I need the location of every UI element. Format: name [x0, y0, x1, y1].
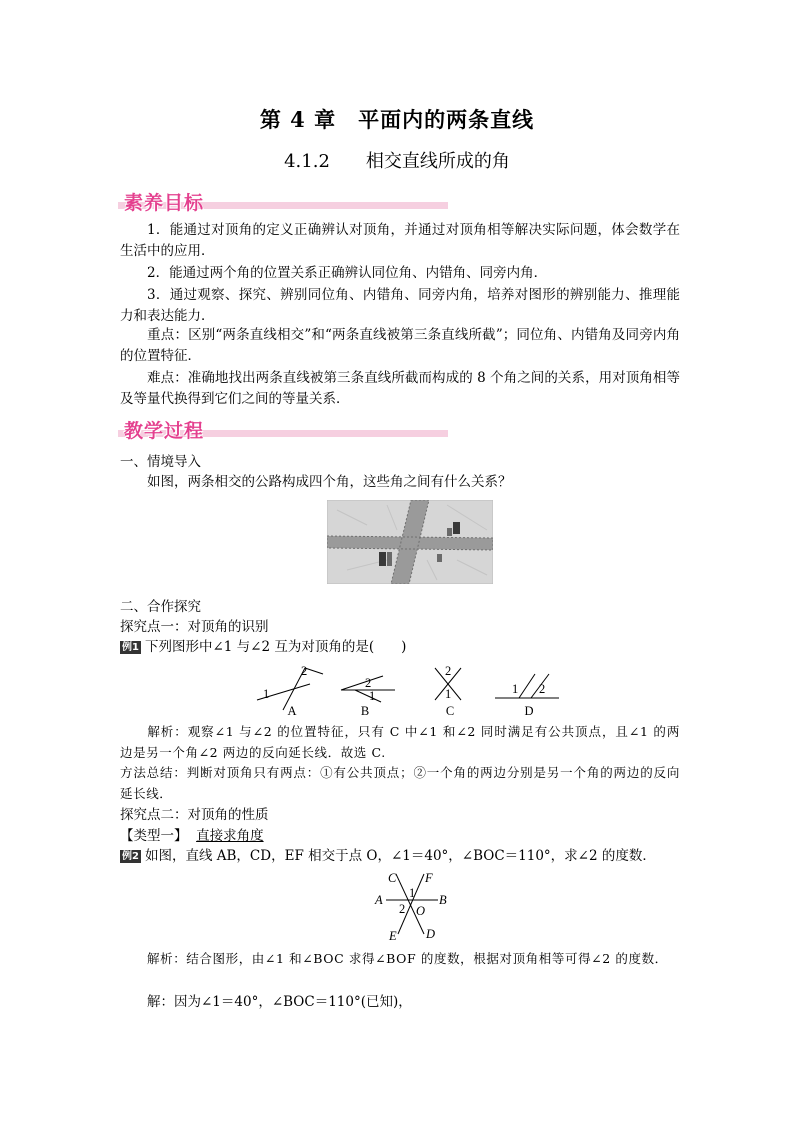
- point-f-label: F: [425, 871, 433, 885]
- section-2-heading: 二、合作探究: [120, 599, 201, 615]
- objective-1: 1．能通过对顶角的定义正确辨认对顶角，并通过对顶角相等解决实际问题，体会数学在生活中的应用．: [120, 222, 680, 259]
- intersecting-lines-figure: [372, 868, 452, 942]
- option-c-label: C: [445, 704, 455, 718]
- objective-2: 2．能通过两个角的位置关系正确辨认同位角、内错角、同旁内角．: [147, 265, 548, 281]
- option-a-angle-1: 1: [263, 687, 270, 701]
- difficult-point: 难点：准确地找出两条直线被第三条直线所截而构成的 8 个角之间的关系，用对顶角相等及等量代换得到它们之间的等量关系．: [120, 370, 680, 407]
- angle-2-label: 2: [399, 902, 406, 916]
- option-d-angle-2: 2: [539, 682, 546, 696]
- process-banner-label: 教学过程: [124, 420, 205, 442]
- type-1-heading: 【类型一】 直接求角度: [120, 828, 264, 844]
- objectives-banner: [118, 188, 253, 214]
- exploration-point-2: 探究点二：对顶角的性质: [120, 807, 269, 823]
- option-c-angle-1: 1: [445, 687, 452, 701]
- exploration-point-1: 探究点一：对顶角的识别: [120, 619, 269, 635]
- option-a-angle-2: 2: [301, 664, 308, 678]
- option-c-angle-2: 2: [445, 664, 452, 678]
- intro-question: 如图，两条相交的公路构成四个角，这些角之间有什么关系？: [147, 474, 512, 490]
- objectives-banner-label: 素养目标: [124, 192, 205, 214]
- example-2-analysis: 解析：结合图形，由∠1 和∠BOC 求得∠BOF 的度数，根据对顶角相等可得∠2 的度数．: [147, 951, 668, 966]
- section-1-heading: 一、情境导入: [120, 454, 201, 470]
- point-e-label: E: [389, 929, 397, 942]
- option-d-angle-1: 1: [512, 682, 519, 696]
- angle-1-label: 1: [409, 886, 416, 900]
- option-d-label: D: [524, 704, 534, 718]
- option-d-figure: [495, 674, 559, 698]
- point-o-label: O: [416, 904, 426, 918]
- option-b-angle-1: 1: [369, 689, 376, 703]
- key-point: 重点：区别“两条直线相交”和“两条直线被第三条直线所截”；同位角、内错角及同旁内角的位置特征．: [120, 327, 680, 364]
- chapter-title: 第 4 章 平面内的两条直线: [259, 107, 535, 132]
- option-figures: [255, 660, 575, 718]
- section-subtitle: 4.1.2 相交直线所成的角: [284, 151, 510, 172]
- process-banner: [118, 416, 253, 442]
- option-b-angle-2: 2: [365, 676, 372, 690]
- solution-start: 解：因为∠1＝40°，∠BOC＝110°(已知)，: [147, 994, 412, 1010]
- point-d-label: D: [426, 927, 436, 941]
- example-2: 例2 如图，直线 AB，CD，EF 相交于点 O，∠1＝40°，∠BOC＝110°，求∠2 的度数．: [122, 848, 656, 864]
- point-b-label: B: [439, 893, 447, 907]
- option-b-label: B: [360, 704, 370, 718]
- point-c-label: C: [388, 871, 397, 885]
- option-a-label: A: [287, 704, 297, 718]
- objective-3: 3．通过观察、探究、辨别同位角、内错角、同旁内角，培养对图形的辨别能力、推理能力和表达能力．: [120, 287, 680, 324]
- example-1: 例1 下列图形中∠1 与∠2 互为对顶角的是( ): [122, 639, 407, 655]
- example-2-tag: 例2: [122, 851, 139, 862]
- method-summary: 方法总结：判断对顶角只有两点：①有公共顶点；②一个角的两边分别是另一个角的两边的反向延长线．: [120, 765, 680, 801]
- point-a-label: A: [375, 893, 383, 907]
- crossroad-photo: [327, 500, 493, 584]
- example-1-analysis: 解析：观察∠1 与∠2 的位置特征，只有 C 中∠1 和∠2 同时满足有公共顶点，且∠1 的两边是另一个角∠2 两边的反向延长线．故选 C.: [120, 724, 680, 760]
- example-1-tag: 例1: [122, 642, 139, 653]
